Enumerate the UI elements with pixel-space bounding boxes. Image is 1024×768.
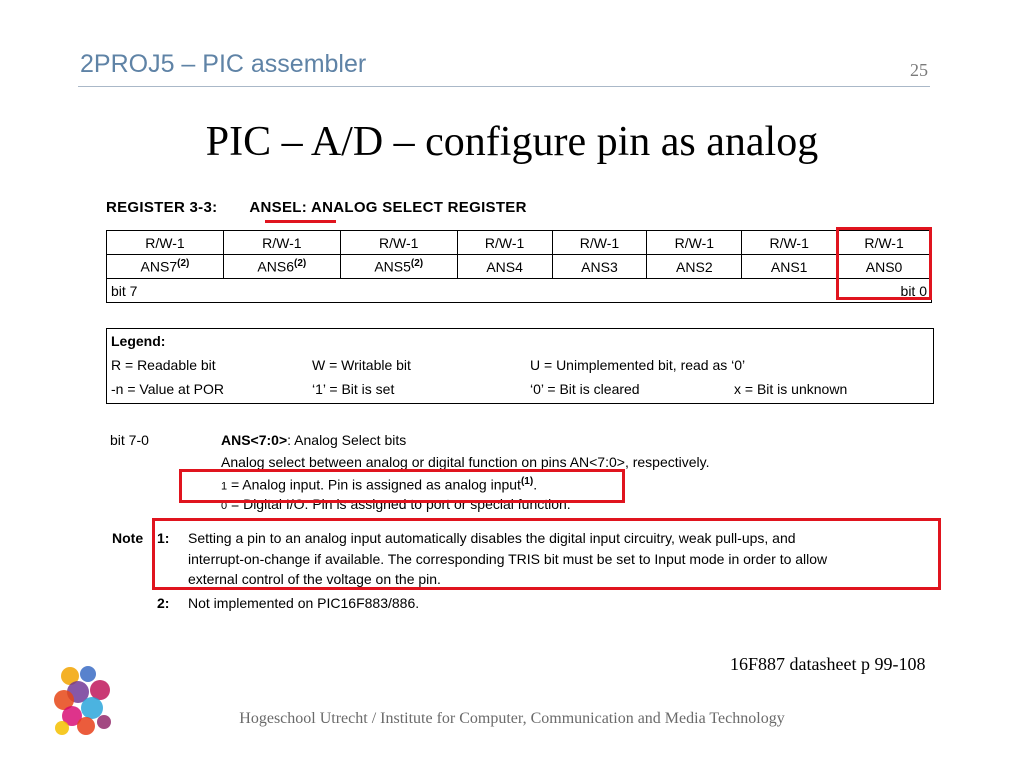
bit-name: ANS1 [770, 258, 808, 275]
bit-name: ANS4 [486, 258, 523, 275]
register-name: ANSEL: ANALOG SELECT REGISTER [249, 199, 527, 216]
analog-input-highlight-box [179, 469, 625, 503]
bit-name: ANS7 [140, 258, 178, 275]
bit-cell [457, 255, 552, 279]
access-cell: R/W-1 [223, 231, 340, 255]
bit-high-label: bit 7 [111, 282, 138, 299]
legend-title: Legend: [111, 333, 166, 349]
page-number: 25 [910, 60, 928, 80]
access-cell: R/W-1 [340, 231, 457, 255]
bit-cell [340, 255, 457, 279]
bit-name-row [107, 255, 932, 279]
note-1-highlight-box [152, 518, 941, 590]
bit-range-label: bit 7-0 [110, 432, 149, 448]
legend-set: ‘1’ = Bit is set [312, 381, 395, 397]
legend-cleared: ‘0’ = Bit is cleared [530, 381, 640, 397]
note-1-line-3: external control of the voltage on the pin. [188, 571, 441, 587]
legend-readable: R = Readable bit [111, 357, 216, 373]
legend-unknown: x = Bit is unknown [734, 381, 848, 397]
hogeschool-logo-icon [48, 662, 120, 742]
note-2-number: 2: [157, 595, 170, 611]
register-caption [106, 199, 527, 216]
bit-note: (2) [410, 258, 424, 270]
access-cell: R/W-1 [457, 231, 552, 255]
register-table [106, 230, 932, 303]
bit-note: (2) [294, 258, 307, 270]
datasheet-reference: 16F887 datasheet p 99-108 [730, 654, 926, 674]
note-label: Note [112, 530, 144, 546]
legend-writable: W = Writable bit [312, 357, 411, 373]
field-description: : Analog Select bits [287, 432, 407, 448]
option-text-1: = Analog input. Pin is assigned as analog input [227, 476, 521, 493]
header-divider [78, 86, 930, 87]
note-2-text: Not implemented on PIC16F883/886. [188, 595, 420, 611]
bit-cell [223, 255, 340, 279]
access-cell: R/W-1 [837, 231, 932, 255]
note-1-number: 1: [157, 530, 170, 546]
analog-select-description: Analog select between analog or digital function on pins AN<7:0>, respectively. [221, 454, 710, 470]
ansel-highlight-underline [265, 220, 336, 223]
option-value-0: 0 [221, 500, 228, 512]
bit-cell [742, 255, 837, 279]
bit-name: ANS6 [257, 258, 294, 275]
access-cell: R/W-1 [107, 231, 224, 255]
ans0-highlight-box [836, 227, 932, 300]
course-title: 2PROJ5 – PIC assembler [80, 50, 367, 78]
institute-name: Hogeschool Utrecht / Institute for Computer, Communication and Media Technology [239, 710, 785, 727]
bit-low-label: bit 0 [900, 282, 927, 299]
legend-unimplemented: U = Unimplemented bit, read as ‘0’ [530, 357, 746, 373]
bit-name: ANS3 [581, 258, 618, 275]
option-end: . [533, 476, 538, 493]
note-1-line-2: interrupt-on-change if available. The corresponding TRIS bit must be set to Input mode in order to allow [188, 551, 828, 567]
slide-title: PIC – A/D – configure pin as analog [205, 119, 819, 165]
field-heading [221, 432, 406, 448]
bit-note: (2) [177, 258, 190, 270]
legend-por: -n = Value at POR [111, 381, 224, 397]
bit-cell [647, 255, 742, 279]
note-1-line-1: Setting a pin to an analog input automatically disables the digital input circuitry, weak pull-ups, and [188, 530, 796, 546]
option-text-0: = Digital I/O. Pin is assigned to port or special function. [227, 496, 571, 512]
bit-cell [552, 255, 647, 279]
option-note-ref: (1) [520, 476, 534, 487]
bit-range-row [107, 279, 932, 303]
bit-name: ANS0 [865, 258, 903, 275]
field-name: ANS<7:0> [221, 432, 288, 448]
access-cell: R/W-1 [552, 231, 647, 255]
bit-range-cell [107, 279, 932, 303]
access-row [107, 231, 932, 255]
bit-cell [107, 255, 224, 279]
register-id: REGISTER 3-3: [106, 199, 218, 216]
access-cell: R/W-1 [742, 231, 837, 255]
bit-name: ANS5 [374, 258, 411, 275]
access-cell: R/W-1 [647, 231, 742, 255]
legend-box [106, 328, 934, 404]
option-value-1: 1 [221, 480, 228, 493]
bit-name: ANS2 [676, 258, 713, 275]
